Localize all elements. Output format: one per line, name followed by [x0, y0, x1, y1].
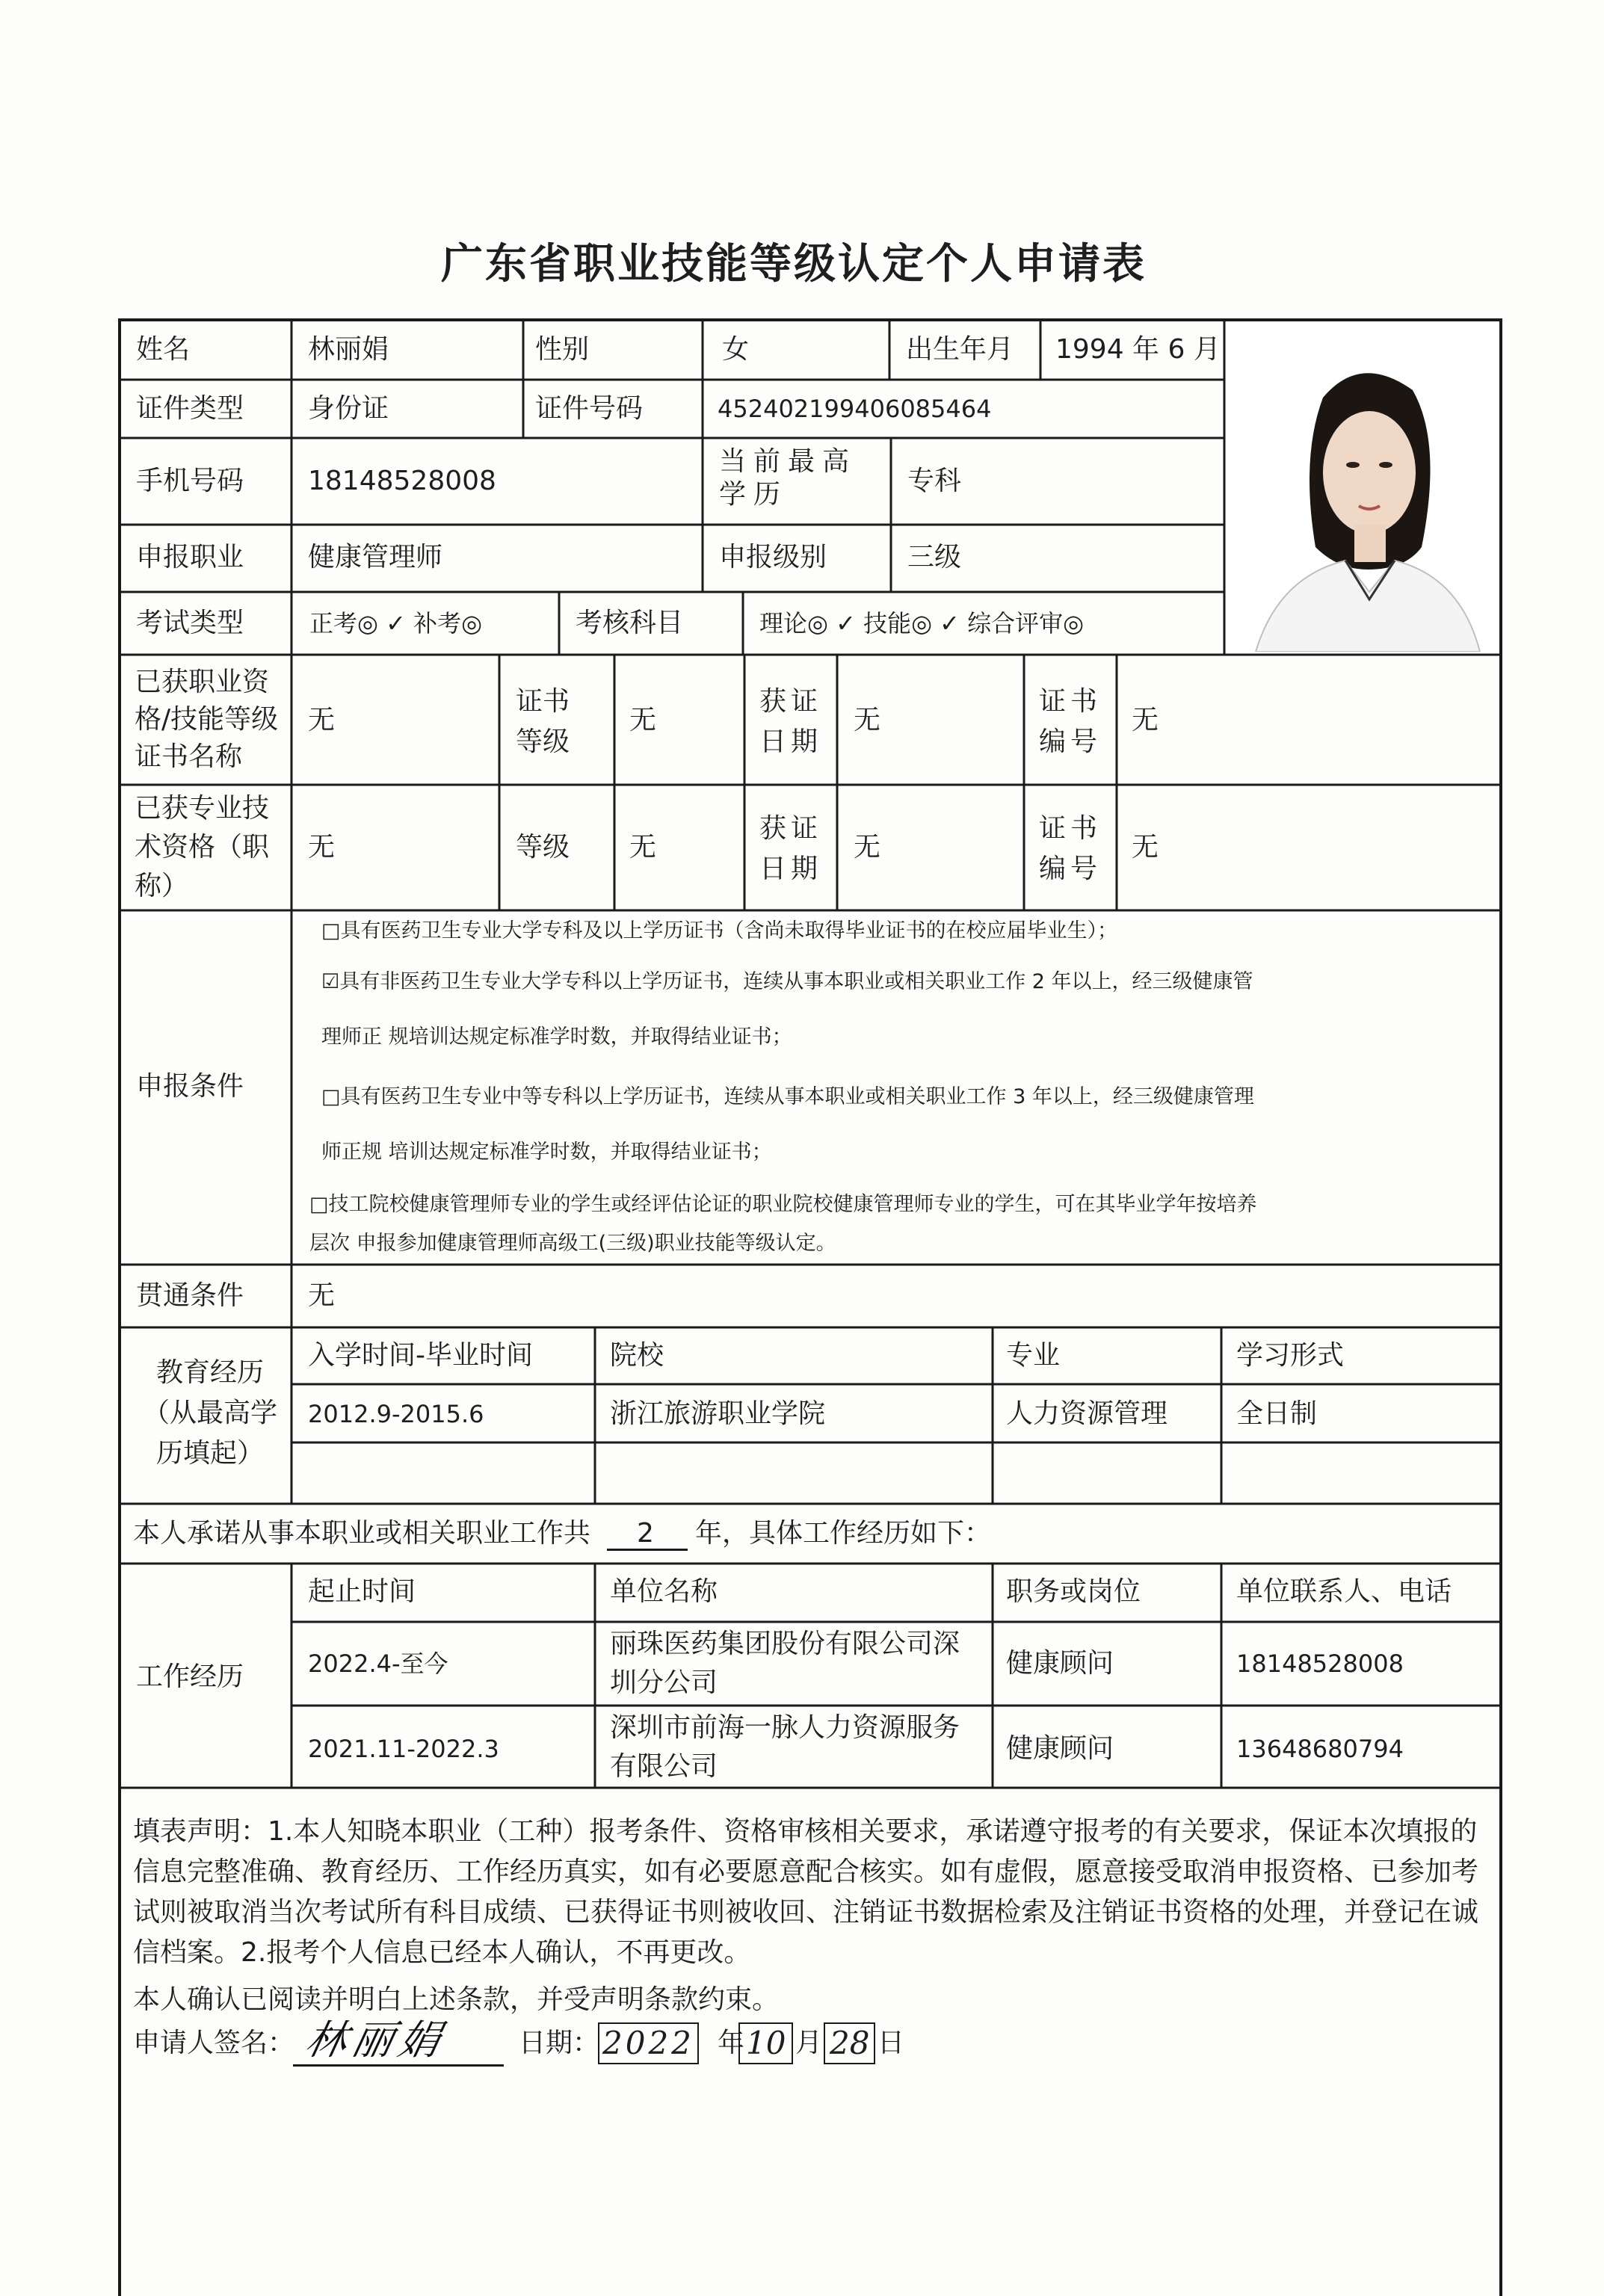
sign-day-unit: 日: [877, 2028, 905, 2058]
work-label: 工作经历: [136, 1661, 244, 1692]
sign-year-unit: 年: [718, 2028, 745, 2058]
work-cell: 2022.4-至今: [308, 1650, 448, 1678]
edu-header: 入学时间-毕业时间: [308, 1340, 533, 1371]
cert2-value: 无: [308, 832, 336, 862]
cert1-value: 无: [308, 705, 336, 735]
through-label: 贯通条件: [136, 1280, 244, 1311]
cert1-no: 无: [1132, 705, 1159, 735]
birth-value: 1994 年 6 月: [1055, 334, 1221, 365]
sign-day: 28: [824, 2022, 875, 2064]
edu-header: 学习形式: [1236, 1340, 1345, 1371]
declaration-confirm: 本人确认已阅读并明白上述条款，并受声明条款约束。: [133, 1984, 780, 2015]
condition-item: □技工院校健康管理师专业的学生或经评估论证的职业院校健康管理师专业的学生，可在其毕业学年按培养: [309, 1193, 1257, 1216]
work-cell: 13648680794: [1236, 1735, 1404, 1763]
date-label: 日期：: [519, 2028, 600, 2058]
exam-subject-label: 考核科目: [576, 608, 684, 638]
idtype-value: 身份证: [308, 393, 389, 424]
edu-cell: 浙江旅游职业学院: [610, 1398, 826, 1429]
cert1-date-label: 获证日期: [759, 686, 823, 757]
exam-type-label: 考试类型: [136, 608, 244, 638]
cert2-no-label: 证书编号: [1039, 813, 1102, 884]
cert1-date: 无: [854, 705, 881, 735]
level-value: 三级: [907, 542, 962, 573]
work-cell: 18148528008: [1236, 1650, 1404, 1678]
gender-label: 性别: [535, 334, 590, 365]
sign-label: 申请人签名：: [133, 2028, 295, 2058]
work-cell: 丽珠医药集团股份有限公司深圳分公司: [610, 1629, 960, 1698]
sign-month: 10: [738, 2022, 793, 2064]
promise-years: 2: [637, 1518, 654, 1549]
cert1-grade: 无: [629, 705, 657, 735]
condition-item: ☑具有非医药卫生专业大学专科以上学历证书，连续从事本职业或相关职业工作 2 年以上，经三级健康管: [321, 970, 1253, 993]
cert2-grade: 无: [629, 832, 657, 862]
condition-item: □具有医药卫生专业中等专科以上学历证书，连续从事本职业或相关职业工作 3 年以上，经三级健康管理: [321, 1085, 1254, 1108]
promise-underline: [607, 1549, 688, 1551]
cert2-label: 已获专业技术资格（职称）: [135, 793, 270, 901]
cert1-label: 已获职业资格/技能等级证书名称: [135, 667, 279, 772]
phone-label: 手机号码: [136, 466, 244, 496]
name-label: 姓名: [136, 334, 191, 365]
cert1-no-label: 证书编号: [1039, 686, 1102, 757]
job-label: 申报职业: [136, 542, 244, 573]
signature-underline: [293, 2064, 504, 2067]
work-cell: 健康顾问: [1006, 1733, 1114, 1764]
work-header: 单位名称: [610, 1576, 718, 1607]
birth-label: 出生年月: [906, 334, 1014, 365]
education-label: 教育经历（从最高学历填起）: [142, 1357, 277, 1469]
sign-month-unit: 月: [795, 2028, 823, 2058]
edu-label: 当前最高学历: [719, 446, 857, 510]
form-title: 广东省职业技能等级认定个人申请表: [441, 239, 1147, 288]
edu-header: 专业: [1006, 1340, 1061, 1371]
work-cell: 深圳市前海一脉人力资源服务有限公司: [610, 1712, 960, 1782]
level-label: 申报级别: [719, 542, 827, 573]
gender-value: 女: [722, 334, 750, 365]
edu-header: 院校: [610, 1340, 664, 1371]
edu-value: 专科: [907, 466, 962, 496]
work-header: 起止时间: [308, 1576, 416, 1607]
idno-value: 452402199406085464: [718, 395, 992, 423]
signature: 林丽娟: [301, 2016, 451, 2064]
cert2-no: 无: [1132, 832, 1159, 862]
condition-item: 层次 申报参加健康管理师高级工(三级)职业技能等级认定。: [309, 1232, 836, 1255]
exam-type-options: 正考◎ ✓ 补考◎: [309, 609, 483, 638]
applicant-photo: [1226, 323, 1499, 652]
declaration-text: 填表声明：1.本人知晓本职业（工种）报考条件、资格审核相关要求，承诺遵守报考的有关要求，保证本次填报的信息完整准确、教育经历、工作经历真实，如有必要愿意配合核实。如有虚假，愿意接受取消申报资格、已参加考试则被取消当次考试所有科目成绩、已获得证书则被收回、注销证书数据检索及注销证书资格的处理，并登记在诚信档案。2.报考个人信息已经本人确认，不再更改。: [133, 1816, 1479, 1968]
promise-prefix: 本人承诺从事本职业或相关职业工作共: [133, 1518, 591, 1549]
name-value: 林丽娟: [308, 334, 389, 365]
edu-cell: 2012.9-2015.6: [308, 1400, 484, 1428]
idtype-label: 证件类型: [136, 393, 244, 424]
work-header: 职务或岗位: [1006, 1576, 1141, 1607]
work-cell: 2021.11-2022.3: [308, 1735, 499, 1763]
conditions-label: 申报条件: [136, 1071, 244, 1102]
through-value: 无: [308, 1280, 336, 1311]
cert2-date-label: 获证日期: [759, 813, 823, 884]
promise-suffix: 年，具体工作经历如下：: [695, 1518, 992, 1549]
condition-item: 理师正 规培训达规定标准学时数，并取得结业证书；: [321, 1025, 792, 1049]
cert2-date: 无: [854, 832, 881, 862]
cert1-grade-label: 证书等级: [516, 686, 570, 757]
condition-item: 师正规 培训达规定标准学时数，并取得结业证书；: [321, 1141, 772, 1164]
edu-cell: 人力资源管理: [1006, 1398, 1168, 1429]
cert2-grade-label: 等级: [516, 832, 570, 862]
exam-subject-options: 理论◎ ✓ 技能◎ ✓ 综合评审◎: [759, 609, 1085, 638]
sign-year: 2022: [598, 2022, 699, 2064]
condition-item: □具有医药卫生专业大学专科及以上学历证书（含尚未取得毕业证书的在校应届毕业生）；: [321, 919, 1118, 942]
work-header: 单位联系人、电话: [1236, 1576, 1452, 1607]
work-cell: 健康顾问: [1006, 1648, 1114, 1679]
phone-value: 18148528008: [308, 466, 496, 496]
job-value: 健康管理师: [308, 542, 443, 573]
idno-label: 证件号码: [535, 393, 644, 424]
edu-cell: 全日制: [1236, 1398, 1318, 1429]
